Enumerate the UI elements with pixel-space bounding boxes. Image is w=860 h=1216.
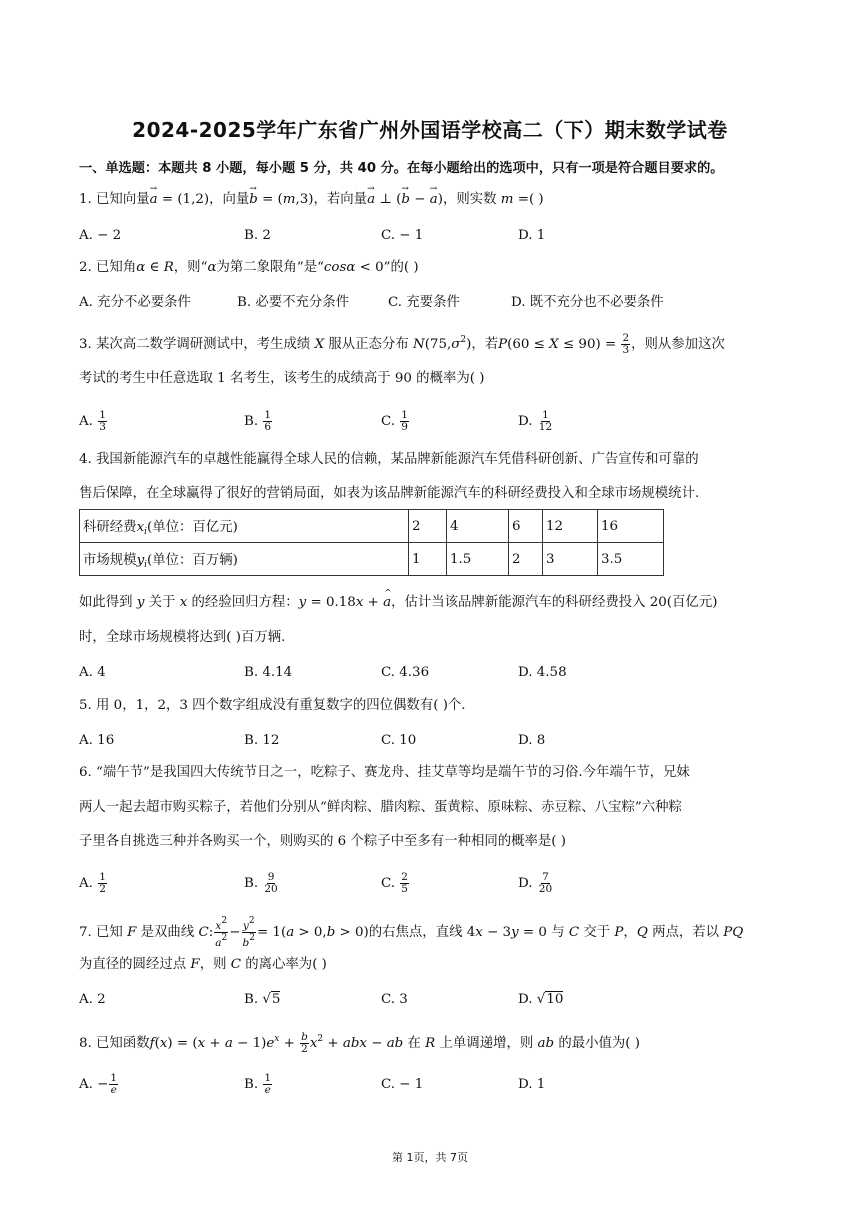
table-cell: 16 <box>598 510 664 543</box>
q6-option-b: B. $\frac{9}{20}$ <box>244 871 278 895</box>
question-3-line-2: 考试的考生中任意选取 1 名考生，该考生的成绩高于 90 的概率为( ) <box>79 371 485 386</box>
question-4-line-3: 如此得到 y 关于 x 的经验回归方程：y = 0.18x + ^ a，估计当该品牌新能源汽车的科研经费投入 20(百亿元) <box>79 593 717 613</box>
data-table <box>79 509 664 576</box>
table-cell: 3.5 <box>598 543 664 576</box>
q4-option-c: C. 4.36 <box>381 665 430 680</box>
table-cell: 12 <box>543 510 598 543</box>
q6-option-c: C. $\frac{2}{5}$ <box>381 871 408 895</box>
q7-option-a: A. 2 <box>79 992 106 1007</box>
q8-option-b: B. $\frac{1}{e}$ <box>244 1072 272 1096</box>
q2-option-b: B. 必要不充分条件 <box>237 295 350 310</box>
question-7-line-2: 为直径的圆经过点 F，则 C 的离心率为( ) <box>79 957 327 972</box>
q1-option-a: A. − 2 <box>79 228 122 243</box>
question-6-line-2: 两人一起去超市购买粽子，若他们分别从“鲜肉粽、腊肉粽、蛋黄粽、原味粽、赤豆粽、八宝粽”六种粽 <box>79 800 682 815</box>
question-4: 4. 我国新能源汽车的卓越性能赢得全球人民的信赖，某品牌新能源汽车凭借科研创新、广告宣传和可靠的 <box>79 452 699 467</box>
question-7: 7. 已知 F 是双曲线 C: $\frac{x^2}{a^2}$ − $\frac{y^2}{b^2}$ = 1(a > 0,b > 0)的右焦点，直线 4x − 3y = 0 与 C 交于 P，Q 两点，若以 PQ <box>79 916 744 949</box>
page-footer: 第 1页，共 7页 <box>392 1151 468 1164</box>
question-2: 2. 已知角α ∈ R，则“α为第二象限角”是“cosα < 0”的( ) <box>79 260 419 275</box>
q3-option-a: A. $\frac{1}{3}$ <box>79 409 106 433</box>
table-cell: 6 <box>509 510 543 543</box>
question-6-line-3: 子里各自挑选三种并各购买一个，则购买的 6 个粽子中至多有一种相同的概率是( ) <box>79 834 567 849</box>
q8-option-a: A. − $\frac{1}{e}$ <box>79 1072 118 1096</box>
q7-option-c: C. 3 <box>381 992 408 1007</box>
q2-option-a: A. 充分不必要条件 <box>79 295 191 310</box>
q4-option-b: B. 4.14 <box>244 665 293 680</box>
q8-option-c: C. − 1 <box>381 1077 424 1092</box>
table-cell: 1.5 <box>447 543 509 576</box>
q5-option-d: D. 8 <box>518 733 546 748</box>
table-row <box>80 543 664 576</box>
table-row <box>80 510 664 543</box>
q4-option-a: A. 4 <box>79 665 106 680</box>
q4-option-d: D. 4.58 <box>518 665 567 680</box>
question-5: 5. 用 0，1，2，3 四个数字组成没有重复数字的四位偶数有( )个. <box>79 698 466 713</box>
page-title: 2024-2025学年广东省广州外国语学校高二（下）期末数学试卷 <box>132 118 728 142</box>
table-cell: 2 <box>509 543 543 576</box>
q7-option-b: B. √5 <box>244 992 281 1007</box>
question-4-line-4: 时，全球市场规模将达到( )百万辆. <box>79 630 286 645</box>
table-row-label: 市场规模$y_i$(单位：百万辆) <box>80 543 409 576</box>
question-8: 8. 已知函数$f(x) = (x + a - 1)e^x$ + $\frac{b}{2}$ $x^2$ + abx − ab 在 R 上单调递增，则 ab 的最小值为( ) <box>79 1031 641 1055</box>
table-row-label: 科研经费$x_i$(单位：百亿元) <box>80 510 409 543</box>
q1-option-c: C. − 1 <box>381 228 424 243</box>
question-6: 6. “端午节”是我国四大传统节日之一，吃粽子、赛龙舟、挂艾草等均是端午节的习俗.今年端午节，兄妹 <box>79 765 690 780</box>
q3-option-c: C. $\frac{1}{9}$ <box>381 409 408 433</box>
question-1: 1. 已知向量→ a = (1,2)，向量→ b = (m,3)，若向量→ a ⊥ (→ b − → a)，则实数 m =( ) <box>79 190 544 210</box>
table-cell: 4 <box>447 510 509 543</box>
question-4-line-2: 售后保障，在全球赢得了很好的营销局面，如表为该品牌新能源汽车的科研经费投入和全球市场规模统计. <box>79 486 700 501</box>
table-cell: 2 <box>409 510 447 543</box>
q7-option-d: D. √10 <box>518 992 564 1007</box>
section-heading: 一、单选题：本题共 8 小题，每小题 5 分，共 40 分。在每小题给出的选项中，只有一项是符合题目要求的。 <box>79 161 724 176</box>
q2-option-c: C. 充要条件 <box>388 295 460 310</box>
q3-option-d: D. $\frac{1}{12}$ <box>518 409 553 433</box>
q5-option-a: A. 16 <box>79 733 115 748</box>
q2-option-d: D. 既不充分也不必要条件 <box>511 295 664 310</box>
q5-option-c: C. 10 <box>381 733 417 748</box>
q1-option-b: B. 2 <box>244 228 271 243</box>
table-cell: 1 <box>409 543 447 576</box>
question-3: 3. 某次高二数学调研测试中，考生成绩 X 服从正态分布 $N(75,\sigma^2)$，若P(60 ≤ X ≤ 90) = $\frac{2}{3}$ ，则从参加这次 <box>79 332 725 356</box>
q6-option-a: A. $\frac{1}{2}$ <box>79 871 106 895</box>
table-cell: 3 <box>543 543 598 576</box>
q1-option-d: D. 1 <box>518 228 546 243</box>
q5-option-b: B. 12 <box>244 733 280 748</box>
q6-option-d: D. $\frac{7}{20}$ <box>518 871 553 895</box>
q8-option-d: D. 1 <box>518 1077 546 1092</box>
q3-option-b: B. $\frac{1}{6}$ <box>244 409 272 433</box>
